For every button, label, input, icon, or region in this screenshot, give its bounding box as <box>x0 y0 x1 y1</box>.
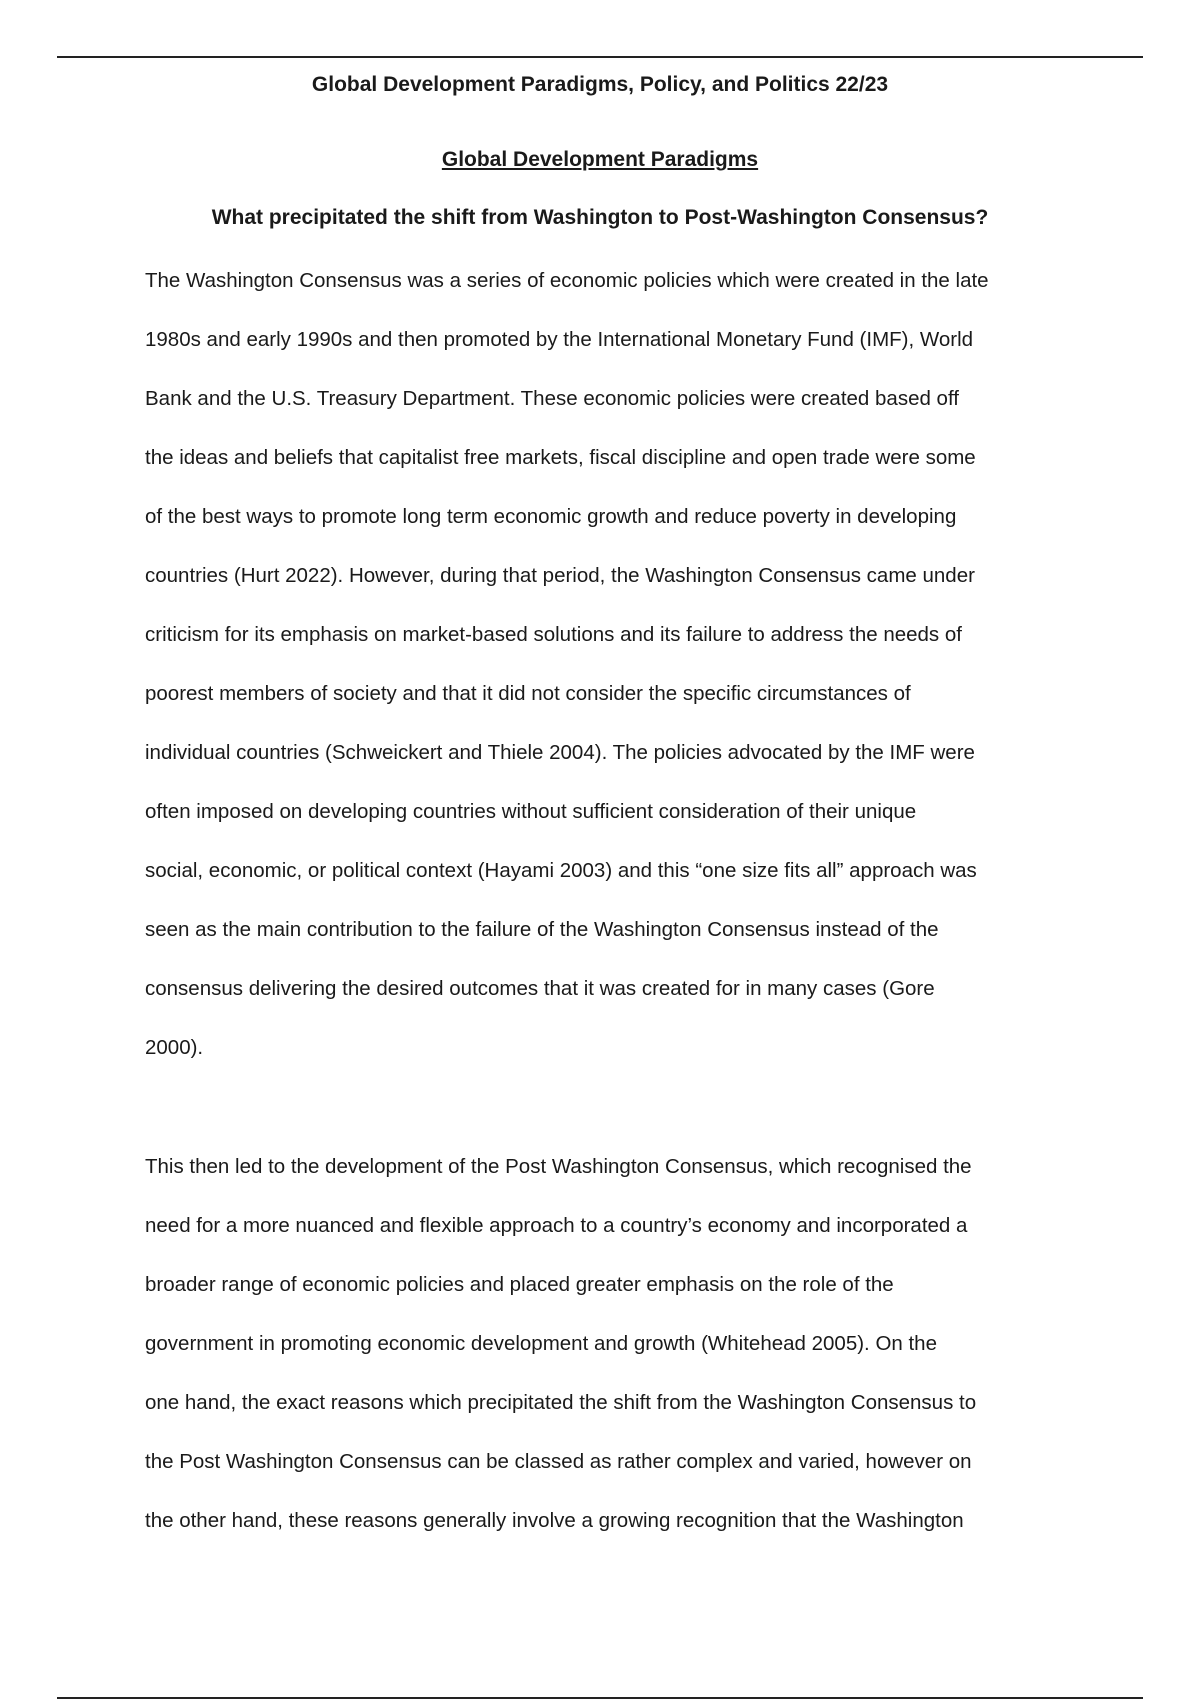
text-line: broader range of economic policies and placed greater emphasis on the role of the <box>145 1273 894 1296</box>
essay-question: What precipitated the shift from Washington to Post-Washington Consensus? <box>211 206 989 229</box>
text-line: social, economic, or political context (Hayami 2003) and this “one size fits all” approach was <box>145 859 977 882</box>
text-line: consensus delivering the desired outcomes that it was created for in many cases (Gore <box>145 977 935 1000</box>
page-header: Global Development Paradigms, Policy, and Politics 22/23 <box>311 73 889 96</box>
text-line: often imposed on developing countries without sufficient consideration of their unique <box>145 800 917 823</box>
paragraph-1 <box>145 266 1065 1092</box>
section-title: Global Development Paradigms <box>441 148 759 171</box>
text-line: government in promoting economic development and growth (Whitehead 2005). On the <box>145 1332 937 1355</box>
text-line: the ideas and beliefs that capitalist free markets, fiscal discipline and open trade were some <box>145 446 976 469</box>
paragraph-2 <box>145 1152 1065 1565</box>
text-line: seen as the main contribution to the failure of the Washington Consensus instead of the <box>145 918 939 941</box>
text-line: of the best ways to promote long term economic growth and reduce poverty in developing <box>145 505 957 528</box>
text-line: one hand, the exact reasons which precipitated the shift from the Washington Consensus to <box>145 1391 977 1414</box>
text-line: 1980s and early 1990s and then promoted by the International Monetary Fund (IMF), World <box>145 328 974 351</box>
text-line: criticism for its emphasis on market-based solutions and its failure to address the needs of <box>145 623 962 646</box>
text-line: need for a more nuanced and flexible approach to a country’s economy and incorporated a <box>145 1214 968 1237</box>
text-line: countries (Hurt 2022). However, during that period, the Washington Consensus came under <box>145 564 975 587</box>
text-line: the Post Washington Consensus can be classed as rather complex and varied, however on <box>145 1450 972 1473</box>
text-line: Bank and the U.S. Treasury Department. These economic policies were created based off <box>145 387 959 410</box>
top-rule <box>57 56 1143 58</box>
text-line: poorest members of society and that it did not consider the specific circumstances of <box>145 682 911 705</box>
text-line: 2000). <box>145 1036 204 1059</box>
text-line: the other hand, these reasons generally involve a growing recognition that the Washington <box>145 1509 964 1532</box>
text-line: The Washington Consensus was a series of economic policies which were created in the late <box>145 269 989 292</box>
text-line: individual countries (Schweickert and Thiele 2004). The policies advocated by the IMF were <box>145 741 975 764</box>
bottom-rule <box>57 1697 1143 1699</box>
text-line: This then led to the development of the Post Washington Consensus, which recognised the <box>145 1155 972 1178</box>
